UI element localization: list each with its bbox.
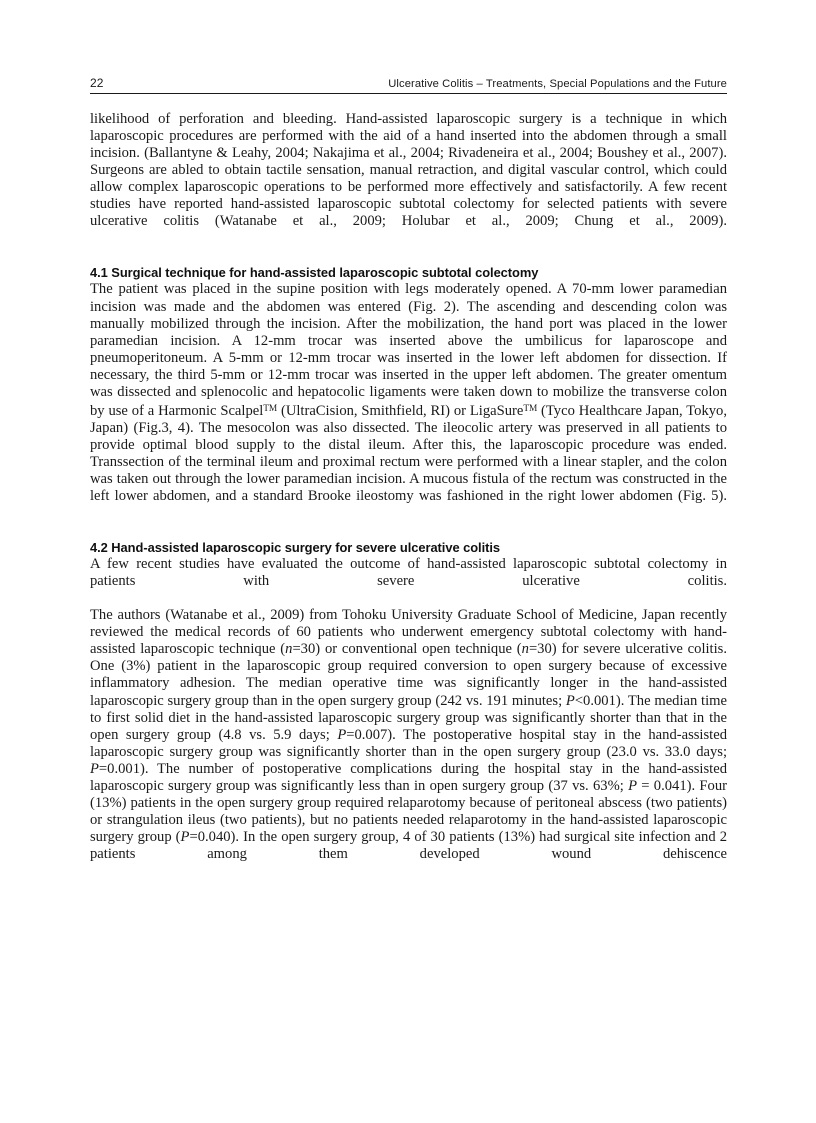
section-4-2-paragraph-1: A few recent studies have evaluated the outcome of hand-assisted laparoscopic subtotal colectomy in patients with severe ulcerative colitis. — [90, 556, 727, 590]
intro-paragraph: likelihood of perforation and bleeding. Hand-assisted laparoscopic surgery is a technique in which laparoscopic procedures are performed with the aid of a hand inserted into the abdomen through a small incision. (Ballantyne & Leahy, 2004; Nakajima et al., 2004; Rivadeneira et al., 2004; Boushey et al., 2007). Surgeons are abled to obtain tactile sensation, manual retraction, and digital vascular control, which could allow complex laparoscopic operations to be performed more effectively and satisfactorily. A few recent studies have reported hand-assisted laparoscopic subtotal colectomy for selected patients with severe ulcerative colitis (Watanabe et al., 2009; Holubar et al., 2009; Chung et al., 2009). — [90, 111, 727, 230]
page-number: 22 — [90, 76, 104, 90]
paragraph-text-segment: The authors (Watanabe et al., 2009) from Tohoku University Graduate School of Medicine, Japan recently reviewed the medical records of 60 patients who underwent emergency subtotal colectomy with hand-assisted laparoscopic technique ( — [90, 607, 727, 658]
paragraph-text-segment: =0.040). In the open surgery group, 4 of 30 patients (13%) had surgical site infection and 2 patients among them developed wound dehiscence — [90, 828, 727, 862]
paragraph-text-segment: = 0.041). Four (13%) patients in the open surgery group required relaparotomy because of peritoneal abscess (two patients) or strangulation ileus (two patients), but no patients needed relaparotomy in the hand-assisted laparoscopic surgery group ( — [90, 777, 727, 845]
variable-p: P — [90, 760, 99, 777]
variable-p: P — [628, 777, 637, 794]
variable-p: P — [180, 828, 190, 845]
variable-p: P — [337, 726, 347, 743]
paragraph-text-segment: =0.001). The number of postoperative complications during the hospital stay in the hand-assisted laparoscopic surgery group was significantly less than in open surgery group (37 vs. 63%; — [90, 760, 727, 794]
paragraph-text-segment: =30) or conventional open technique ( — [292, 641, 522, 658]
book-title: Ulcerative Colitis – Treatments, Special Populations and the Future — [388, 78, 727, 90]
paragraph-text-segment: (UltraCision, Smithfield, RI) or LigaSure — [277, 402, 524, 419]
section-4-2-paragraph-2 — [90, 607, 727, 880]
paragraph-text-segment: =0.007). The postoperative hospital stay in the hand-assisted laparoscopic surgery group was significantly shorter than in the open surgery group (23.0 vs. 33.0 days; — [90, 726, 727, 760]
paragraph-text-segment: (Tyco Healthcare Japan, Tokyo, Japan) (Fig.3, 4). The mesocolon was also dissected. The ileocolic artery was preserved in all patients to provide optimal blood supply to the distal ileum. After this, the laparoscopic procedure was ended. Transsection of the terminal ileum and proximal rectum were performed with a linear stapler, and the colon was taken out through the lower paramedian incision. A mucous fistula of the rectum was constructed in the left lower abdomen, and a standard Brooke ileostomy was fashioned in the right lower abdomen (Fig. 5). — [90, 402, 727, 504]
variable-n: n — [285, 641, 293, 658]
running-header — [90, 76, 727, 94]
paragraph-text-segment: =30) for severe ulcerative colitis. One (3%) patient in the laparoscopic group required conversion to open surgery because of excessive inflammatory adhesion. The median operative time was significantly longer in the hand-assisted laparoscopic surgery group than in the open surgery group (242 vs. 191 minutes; — [90, 641, 727, 709]
variable-n: n — [521, 641, 529, 658]
trademark-symbol: TM — [263, 403, 278, 414]
paragraph-text-segment: The patient was placed in the supine position with legs moderately opened. A 70-mm lower paramedian incision was made and the abdomen was entered (Fig. 2). The ascending and descending colon was manually mobilized through the incision. After the mobilization, the hand port was placed in the lower paramedian incision. A 12-mm trocar was inserted above the umbilicus for laparoscope and pneumoperitoneum. A 5-mm or 12-mm trocar was inserted in the lower left abdomen for dissection. If necessary, the third 5-mm or 12-mm trocar was inserted in the upper left abdomen. The greater omentum was dissected and splenocolic and hepatocolic ligaments were taken down to mobilize the transverse colon by use of a Harmonic Scalpel — [90, 281, 727, 419]
page-content — [90, 76, 727, 880]
section-4-1-paragraph — [90, 281, 727, 522]
paragraph-text-segment: <0.001). The median time to first solid diet in the hand-assisted laparoscopic surgery group was significantly shorter than that in the open surgery group (4.8 vs. 5.9 days; — [90, 692, 727, 743]
trademark-symbol: TM — [523, 403, 538, 414]
section-heading-4-2: 4.2 Hand-assisted laparoscopic surgery for severe ulcerative colitis — [90, 540, 501, 556]
variable-p: P — [565, 692, 575, 709]
section-heading-4-1: 4.1 Surgical technique for hand-assisted laparoscopic subtotal colectomy — [90, 265, 539, 281]
